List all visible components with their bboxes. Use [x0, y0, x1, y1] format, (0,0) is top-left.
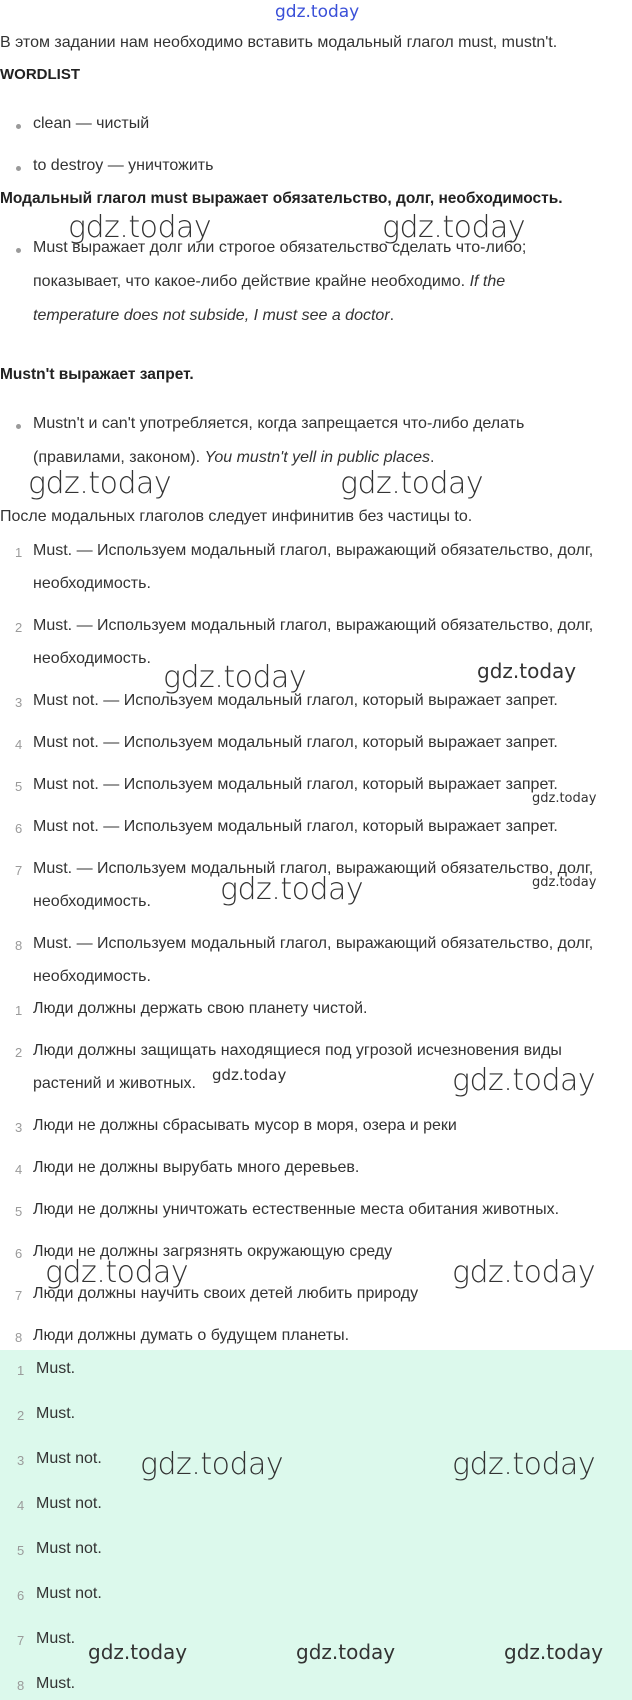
- infinitive-note: После модальных глаголов следует инфинитив без частицы to.: [0, 508, 473, 525]
- list-number: 4: [17, 1498, 25, 1513]
- list-number: 7: [15, 863, 23, 878]
- explanation-line1: Must. — Используем модальный глагол, выражающий обязательство, долг,: [33, 935, 594, 952]
- watermark: gdz.today: [340, 466, 484, 501]
- watermark: gdz.today: [452, 1447, 596, 1482]
- watermark: gdz.today: [296, 1640, 396, 1664]
- list-number: 5: [17, 1543, 25, 1558]
- list-number: 8: [17, 1678, 25, 1693]
- wordlist-title: WORDLIST: [0, 66, 80, 83]
- watermark: gdz.today: [88, 1640, 188, 1664]
- watermark: gdz.today: [532, 791, 597, 806]
- watermark: gdz.today: [382, 210, 526, 245]
- watermark: gdz.today: [452, 1063, 596, 1098]
- list-number: 5: [15, 1204, 23, 1219]
- list-number: 2: [15, 620, 23, 635]
- list-number: 7: [17, 1633, 25, 1648]
- must-bullet-line2: [33, 273, 505, 291]
- answer: Must not.: [36, 1540, 102, 1557]
- must-bullet-line2-plain: показывает, что какое-либо действие крайне необходимо.: [33, 273, 470, 290]
- explanation-line2: необходимость.: [33, 575, 151, 592]
- translation-line1: Люди не должны сбрасывать мусор в моря, озера и реки: [33, 1117, 457, 1134]
- translation-line1: Люди должны держать свою планету чистой.: [33, 1000, 368, 1017]
- list-number: 3: [15, 695, 23, 710]
- list-number: 2: [15, 1045, 23, 1060]
- translation-line1: Люди не должны уничтожать естественные места обитания животных.: [33, 1201, 560, 1218]
- translation-line2: растений и животных.: [33, 1075, 196, 1092]
- list-number: 1: [17, 1363, 25, 1378]
- intro-text: В этом задании нам необходимо вставить модальный глагол must, mustn't.: [0, 34, 558, 51]
- list-number: 4: [15, 737, 23, 752]
- bullet-dot: [16, 166, 21, 171]
- explanation-line2: необходимость.: [33, 893, 151, 910]
- must-example: temperature does not subside, I must see a doctor: [33, 307, 390, 324]
- explanation-line2: необходимость.: [33, 650, 151, 667]
- list-number: 6: [15, 821, 23, 836]
- watermark: gdz.today: [452, 1255, 596, 1290]
- must-bullet-line3: [33, 307, 394, 325]
- watermark: gdz.today: [163, 660, 307, 695]
- watermark-top: gdz.today: [275, 2, 360, 22]
- translation-line1: Люди должны защищать находящиеся под угрозой исчезновения виды: [33, 1042, 562, 1059]
- mustnt-bullet-line2: [33, 449, 434, 467]
- answer: Must not.: [36, 1585, 102, 1602]
- watermark: gdz.today: [28, 466, 172, 501]
- list-number: 7: [15, 1288, 23, 1303]
- watermark: gdz.today: [477, 659, 577, 683]
- list-number: 6: [17, 1588, 25, 1603]
- list-number: 3: [15, 1120, 23, 1135]
- must-example-end: .: [389, 307, 395, 324]
- watermark: gdz.today: [68, 210, 212, 245]
- watermark: gdz.today: [212, 1066, 287, 1084]
- explanation-line1: Must not. — Используем модальный глагол, который выражает запрет.: [33, 734, 558, 751]
- wordlist-item: clean — чистый: [33, 115, 150, 132]
- answer: Must not.: [36, 1495, 102, 1512]
- list-number: 1: [15, 545, 23, 560]
- explanation-line1: Must not. — Используем модальный глагол, который выражает запрет.: [33, 692, 558, 709]
- list-number: 8: [15, 938, 23, 953]
- translation-line1: Люди не должны вырубать много деревьев.: [33, 1159, 360, 1176]
- mustnt-bullet-line1: Mustn't и can't употребляется, когда запрещается что-либо делать: [33, 415, 525, 432]
- wordlist-item: to destroy — уничтожить: [33, 157, 214, 174]
- mustnt-heading: Mustn't выражает запрет.: [0, 366, 194, 383]
- mustnt-example: You mustn't yell in public places: [204, 449, 430, 466]
- watermark: gdz.today: [220, 872, 364, 907]
- answer: Must.: [36, 1630, 76, 1647]
- list-number: 8: [15, 1330, 23, 1345]
- answer: Must.: [36, 1360, 76, 1377]
- list-number: 5: [15, 779, 23, 794]
- watermark: gdz.today: [532, 875, 597, 890]
- watermark: gdz.today: [140, 1447, 284, 1482]
- must-heading: Модальный глагол must выражает обязательство, долг, необходимость.: [0, 190, 563, 207]
- explanation-line1: Must not. — Используем модальный глагол, который выражает запрет.: [33, 776, 558, 793]
- answer: Must.: [36, 1675, 76, 1692]
- watermark: gdz.today: [45, 1255, 189, 1290]
- explanation-line1: Must. — Используем модальный глагол, выражающий обязательство, долг,: [33, 617, 594, 634]
- translation-line1: Люди не должны загрязнять окружающую среду: [33, 1243, 393, 1260]
- list-number: 6: [15, 1246, 23, 1261]
- list-number: 3: [17, 1453, 25, 1468]
- answer: Must not.: [36, 1450, 102, 1467]
- translation-line1: Люди должны научить своих детей любить природу: [33, 1285, 419, 1302]
- translation-line1: Люди должны думать о будущем планеты.: [33, 1327, 350, 1344]
- mustnt-bullet-line2-plain: (правилами, законом).: [33, 449, 205, 466]
- explanation-line1: Must not. — Используем модальный глагол, который выражает запрет.: [33, 818, 558, 835]
- explanation-line2: необходимость.: [33, 968, 151, 985]
- mustnt-example-end: .: [429, 449, 435, 466]
- must-bullet-line1: Must выражает долг или строгое обязательство сделать что-либо;: [33, 239, 527, 256]
- bullet-dot: [16, 424, 21, 429]
- explanation-line1: Must. — Используем модальный глагол, выражающий обязательство, долг,: [33, 542, 594, 559]
- watermark: gdz.today: [504, 1640, 604, 1664]
- bullet-dot: [16, 248, 21, 253]
- list-number: 1: [15, 1003, 23, 1018]
- explanation-line1: Must. — Используем модальный глагол, выражающий обязательство, долг,: [33, 860, 594, 877]
- bullet-dot: [16, 124, 21, 129]
- must-bullet-line2-italic: If the: [469, 273, 506, 290]
- answer: Must.: [36, 1405, 76, 1422]
- list-number: 2: [17, 1408, 25, 1423]
- list-number: 4: [15, 1162, 23, 1177]
- answers-box: [0, 1350, 632, 1700]
